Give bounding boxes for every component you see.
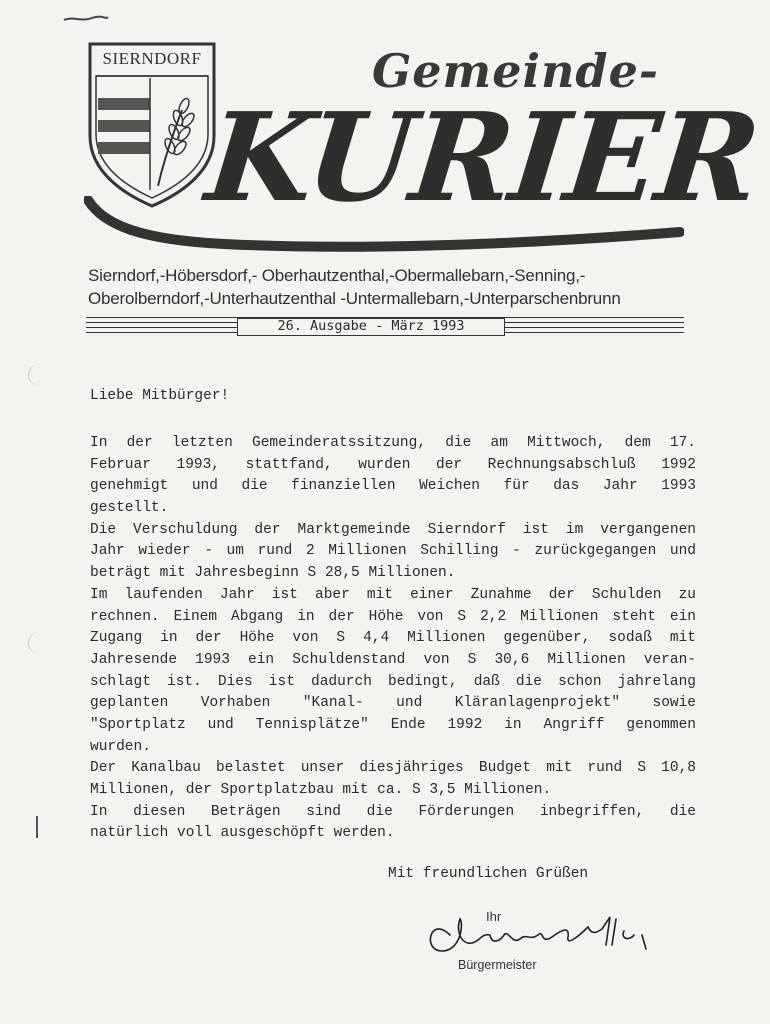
letter-line: Jahr wieder - um rund 2 Millionen Schilling - zurückgegangen und [90, 543, 696, 560]
letter-line: "Sportplatz und Tennisplätze" Ende 1992 in Angriff genommen [90, 716, 696, 733]
crest-label: SIERNDORF [102, 49, 202, 68]
letter-line: Der Kanalbau belastet unser diesjähriges Budget mit rund S 10,8 [90, 760, 696, 777]
masthead-title: KURIER [200, 85, 765, 229]
letter-line: Februar 1993, stattfand, wurden der Rechnungsabschluß 1992 [90, 456, 696, 473]
punch-hole [28, 632, 51, 654]
letter-line: rechnen. Einem Abgang in der Höhe von S 2,2 Millionen steht ein [90, 608, 696, 625]
letter-line: beträgt mit Jahresbeginn S 28,5 Millionen. [90, 565, 456, 582]
masthead-swoosh [84, 196, 684, 256]
letter-line: genehmigt und die finanziellen Weichen für das Jahr 1993 [90, 478, 696, 495]
letter-ihr: Ihr [486, 909, 502, 924]
villages-line-1: Sierndorf,-Höbersdorf,- Oberhautzenthal,-Obermallebarn,-Senning,- [88, 266, 586, 285]
letter-line: In der letzten Gemeinderatssitzung, die am Mittwoch, dem 17. [90, 435, 696, 451]
masthead-subtitle: Gemeinde- [372, 44, 659, 98]
letter-line: gestellt. [90, 500, 169, 517]
letter-line: wurden. [90, 738, 151, 755]
scan-mark [36, 816, 38, 838]
letter-line: Zugang in der Höhe von S 4,4 Millionen gegenüber, sodaß mit [90, 630, 696, 647]
letter-line: schlagt ist. Dies ist dadurch bedingt, daß die schon jahrelang [90, 673, 696, 690]
signature-image [420, 905, 660, 965]
letter-line: geplanten Vorhaben "Kanal- und Kläranlagenprojekt" sowie [90, 695, 696, 712]
letter-line: Jahresende 1993 ein Schuldenstand von S 30,6 Millionen veran- [90, 651, 696, 668]
letter-body [90, 433, 696, 845]
letter-line: natürlich voll ausgeschöpft werden. [90, 825, 395, 842]
letter-greeting: Liebe Mitbürger! [90, 388, 230, 404]
letter-line: In diesen Beträgen sind die Förderungen inbegriffen, die [90, 803, 696, 820]
edition-label: 26. Ausgabe - März 1993 [237, 318, 505, 336]
letter-role: Bürgermeister [458, 958, 537, 972]
punch-hole [28, 364, 51, 386]
villages-line-2: Oberolberndorf,-Unterhautzenthal -Untermallebarn,-Unterparschenbrunn [88, 289, 621, 308]
letter-closing: Mit freundlichen Grüßen [388, 866, 589, 882]
letter-line: Millionen, der Sportplatzbau mit ca. S 3,5 Millionen. [90, 782, 552, 798]
letter-line: Im laufenden Jahr ist aber mit einer Zunahme der Schulden zu [90, 586, 696, 603]
corner-scan-mark [62, 14, 110, 24]
letter-line: Die Verschuldung der Marktgemeinde Sierndorf ist im vergangenen [90, 521, 696, 538]
